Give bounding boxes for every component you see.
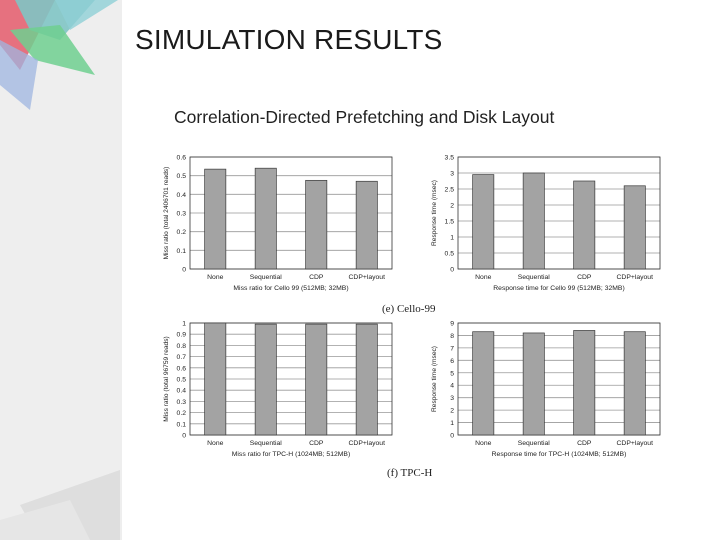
x-tick-label: Sequential <box>249 440 282 447</box>
y-tick-label: 0.4 <box>176 387 186 395</box>
y-tick-label: 0.1 <box>176 247 186 255</box>
x-axis-label: Response time for TPC-H (1024MB; 512MB) <box>491 451 627 458</box>
slide-title: SIMULATION RESULTS <box>135 24 443 55</box>
y-tick-label: 0.3 <box>176 210 186 218</box>
y-tick-label: 0.6 <box>176 365 186 373</box>
bar-cdp <box>574 181 595 269</box>
y-tick-label: 1.5 <box>444 218 454 226</box>
y-axis-label: Response time (msec) <box>431 180 438 246</box>
y-tick-label: 9 <box>450 320 454 328</box>
y-tick-label: 1 <box>182 320 186 328</box>
y-tick-label: 0.1 <box>176 421 186 429</box>
y-tick-label: 0.3 <box>176 398 186 406</box>
y-tick-label: 0.8 <box>176 342 186 350</box>
bar-sequential <box>523 173 544 269</box>
bar-cdp-layout <box>624 332 645 435</box>
x-tick-label: CDP <box>309 440 324 447</box>
y-tick-label: 4 <box>450 382 454 390</box>
x-tick-label: Sequential <box>249 274 282 281</box>
y-tick-label: 0.9 <box>176 331 186 339</box>
x-tick-label: Sequential <box>517 440 550 447</box>
y-tick-label: 7 <box>450 345 454 353</box>
x-tick-label: CDP <box>577 440 592 447</box>
bar-sequential <box>523 333 544 435</box>
decorative-leaf-graphic <box>0 0 130 540</box>
y-tick-label: 0.2 <box>176 410 186 418</box>
y-tick-label: 1 <box>450 420 454 428</box>
caption-cello: (e) Cello-99 <box>382 303 436 315</box>
bar-cdp <box>574 330 595 435</box>
slide-subtitle: Correlation-Directed Prefetching and Disk Layout <box>174 107 555 127</box>
y-tick-label: 0.5 <box>176 173 186 181</box>
x-tick-label: None <box>207 440 224 447</box>
y-tick-label: 0.4 <box>176 191 186 199</box>
y-tick-label: 0 <box>450 432 454 440</box>
y-tick-label: 5 <box>450 370 454 378</box>
x-tick-label: None <box>475 274 492 281</box>
y-tick-label: 0.7 <box>176 354 186 362</box>
x-axis-label: Miss ratio for Cello 99 (512MB; 32MB) <box>233 285 349 292</box>
bar-none <box>205 323 226 435</box>
x-tick-label: Sequential <box>517 274 550 281</box>
y-tick-label: 0 <box>182 266 186 274</box>
bar-none <box>473 175 494 269</box>
y-tick-label: 0.6 <box>176 154 186 162</box>
y-tick-label: 0 <box>182 432 186 440</box>
x-axis-label: Miss ratio for TPC-H (1024MB; 512MB) <box>231 451 351 458</box>
x-tick-label: CDP+layout <box>348 440 385 447</box>
chart-cello-response-time <box>428 150 668 300</box>
y-axis-label: Miss ratio (total 2406701 reads) <box>163 166 170 260</box>
x-tick-label: CDP+layout <box>616 440 653 447</box>
x-tick-label: CDP <box>309 274 324 281</box>
x-tick-label: None <box>475 440 492 447</box>
chart-tpch-response-time <box>428 316 668 466</box>
y-tick-label: 6 <box>450 357 454 365</box>
y-tick-label: 3.5 <box>444 154 454 162</box>
bar-cdp <box>306 324 327 435</box>
bar-none <box>473 332 494 435</box>
y-tick-label: 0.5 <box>176 376 186 384</box>
y-tick-label: 1 <box>450 234 454 242</box>
y-tick-label: 0.5 <box>444 250 454 258</box>
x-tick-label: None <box>207 274 224 281</box>
x-tick-label: CDP+layout <box>348 274 385 281</box>
bar-cdp-layout <box>356 324 377 435</box>
bar-sequential <box>255 324 276 435</box>
y-tick-label: 2 <box>450 407 454 415</box>
x-axis-label: Response time for Cello 99 (512MB; 32MB) <box>493 285 625 292</box>
bar-sequential <box>255 168 276 269</box>
bar-none <box>205 169 226 269</box>
chart-tpch-miss-ratio <box>160 316 400 466</box>
bar-cdp-layout <box>624 186 645 269</box>
bar-cdp <box>306 180 327 269</box>
x-tick-label: CDP+layout <box>616 274 653 281</box>
bar-cdp-layout <box>356 181 377 269</box>
y-tick-label: 2.5 <box>444 186 454 194</box>
y-tick-label: 3 <box>450 170 454 178</box>
y-tick-label: 8 <box>450 332 454 340</box>
y-tick-label: 0 <box>450 266 454 274</box>
y-tick-label: 2 <box>450 202 454 210</box>
y-axis-label: Response time (msec) <box>431 346 438 412</box>
y-axis-label: Miss ratio (total 96759 reads) <box>163 336 170 422</box>
x-tick-label: CDP <box>577 274 592 281</box>
y-tick-label: 3 <box>450 395 454 403</box>
chart-cello-miss-ratio <box>160 150 400 300</box>
y-tick-label: 0.2 <box>176 229 186 237</box>
caption-tpch: (f) TPC-H <box>387 467 433 479</box>
